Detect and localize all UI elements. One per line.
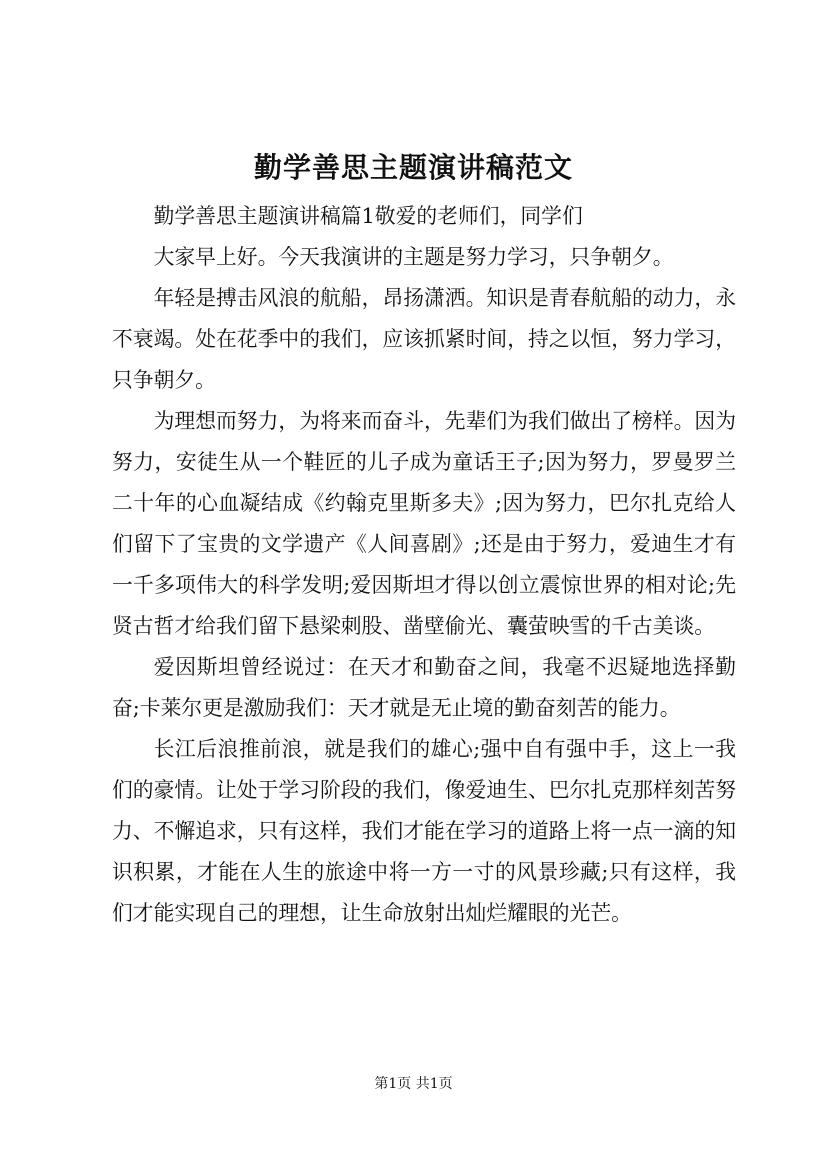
paragraph-conclusion: 长江后浪推前浪，就是我们的雄心;强中自有强中手，这上一我们的豪情。让处于学习阶段的我们，像爱迪生、巴尔扎克那样刻苦努力、不懈追求，只有这样，我们才能在学习的道路上将一点一滴的知识积累，才能在人生的旅途中将一方一寸的风景珍藏;只有这样，我们才能实现自己的理想，让生命放射出灿烂耀眼的光芒。: [112, 737, 736, 925]
document-title: 勤学善思主题演讲稿范文: [253, 151, 573, 184]
document-body: [112, 196, 736, 934]
paragraph-intro: 大家早上好。今天我演讲的主题是努力学习，只争朝夕。: [153, 245, 674, 269]
paragraph-examples: 为理想而努力，为将来而奋斗，先辈们为我们做出了榜样。因为努力，安徒生从一个鞋匠的儿子成为童话王子;因为努力，罗曼罗兰二十年的心血凝结成《约翰克里斯多夫》;因为努力，巴尔扎克给人们留下了宝贵的文学遗产《人间喜剧》;还是由于努力，爱迪生才有一千多项伟大的科学发明;爱因斯坦才得以创立震惊世界的相对论;先贤古哲才给我们留下悬梁刺股、凿壁偷光、囊萤映雪的千古美谈。: [112, 409, 736, 638]
paragraph-greeting: 勤学善思主题演讲稿篇1敬爱的老师们，同学们: [153, 204, 583, 228]
page-footer: 第1页 共1页: [374, 1076, 453, 1092]
paragraph-youth: 年轻是搏击风浪的航船，昂扬潇洒。知识是青春航船的动力，永不衰竭。处在花季中的我们，应该抓紧时间，持之以恒，努力学习，只争朝夕。: [112, 286, 736, 392]
paragraph-quotes: 爱因斯坦曾经说过：在天才和勤奋之间，我毫不迟疑地选择勤奋;卡莱尔更是激励我们：天才就是无止境的勤奋刻苦的能力。: [112, 655, 736, 720]
